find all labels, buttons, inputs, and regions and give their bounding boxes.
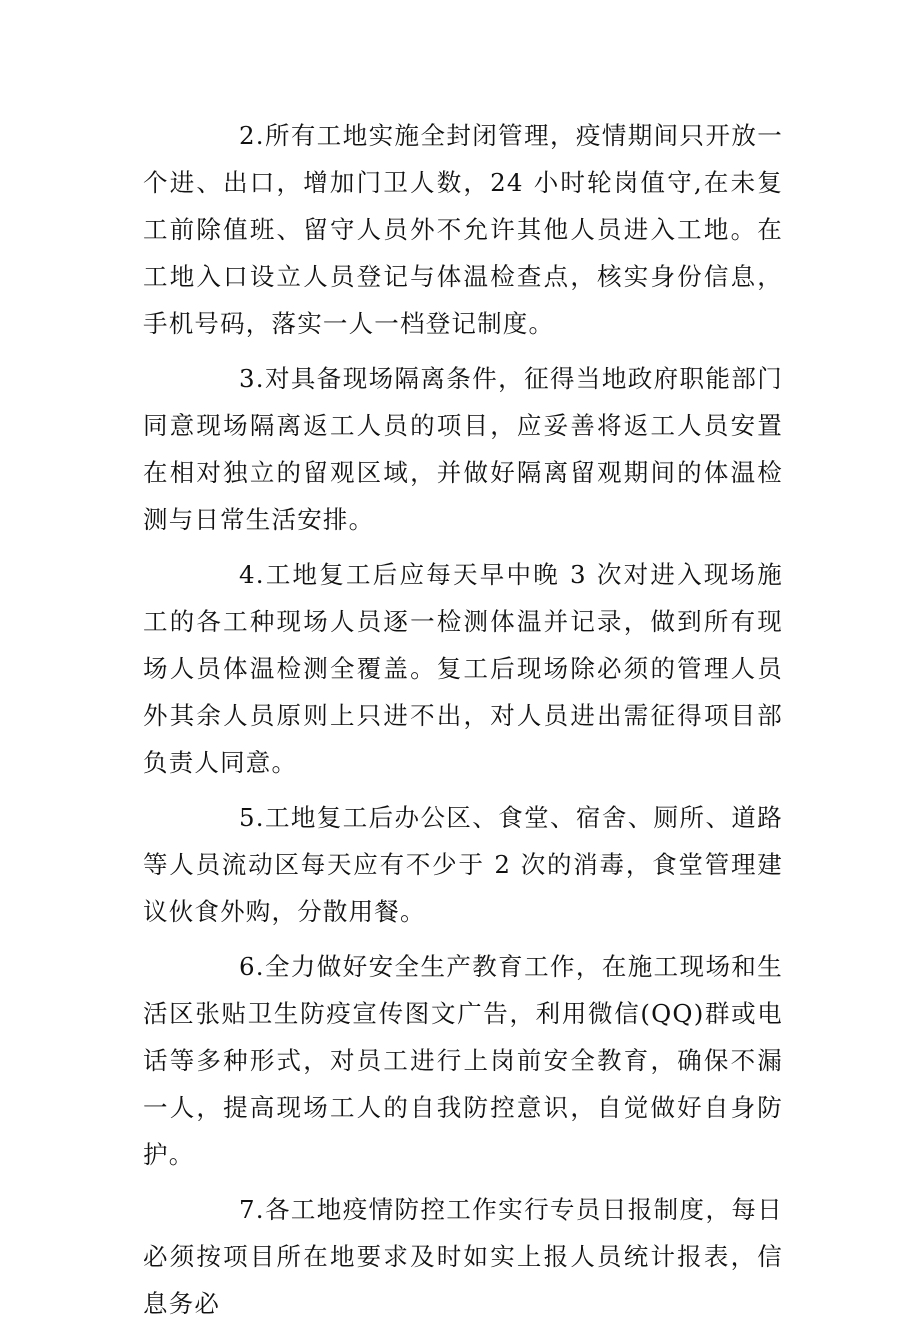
document-body	[143, 112, 783, 1335]
paragraph-item-4: 4.工地复工后应每天早中晚 3 次对进入现场施工的各工种现场人员逐一检测体温并记录，做到所有现场人员体温检测全覆盖。复工后现场除必须的管理人员外其余人员原则上只进不出，对人员进出需征得项目部负责人同意。	[143, 560, 783, 777]
paragraph-item-6: 6.全力做好安全生产教育工作，在施工现场和生活区张贴卫生防疫宣传图文广告，利用微信(QQ)群或电话等多种形式，对员工进行上岗前安全教育，确保不漏一人，提高现场工人的自我防控意识，自觉做好自身防护。	[143, 952, 783, 1169]
paragraph-item-5: 5.工地复工后办公区、食堂、宿舍、厕所、道路等人员流动区每天应有不少于 2 次的消毒，食堂管理建议伙食外购，分散用餐。	[143, 803, 783, 926]
paragraph-item-3: 3.对具备现场隔离条件，征得当地政府职能部门同意现场隔离返工人员的项目，应妥善将返工人员安置在相对独立的留观区域，并做好隔离留观期间的体温检测与日常生活安排。	[143, 364, 783, 534]
paragraph-item-2: 2.所有工地实施全封闭管理，疫情期间只开放一个进、出口，增加门卫人数，24 小时轮岗值守,在未复工前除值班、留守人员外不允许其他人员进入工地。在工地入口设立人员登记与体温检查点，核实身份信息，手机号码，落实一人一档登记制度。	[143, 121, 783, 338]
paragraph-item-7: 7.各工地疫情防控工作实行专员日报制度，每日必须按项目所在地要求及时如实上报人员统计报表，信息务必	[143, 1195, 783, 1318]
